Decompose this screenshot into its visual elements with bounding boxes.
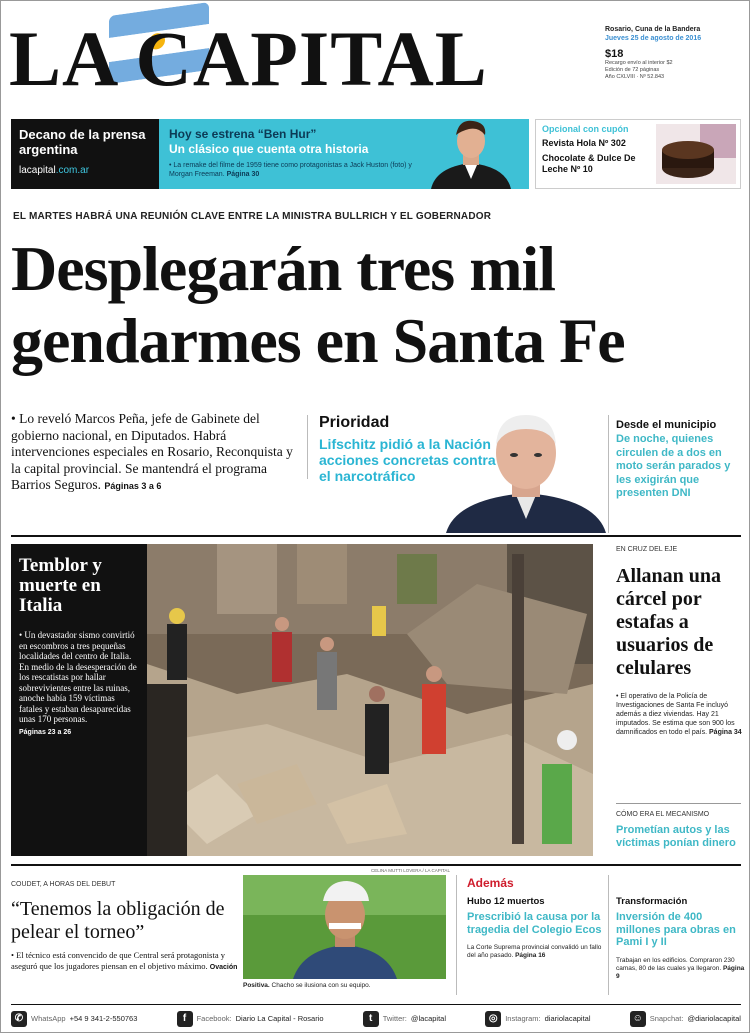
main-kicker: EL MARTES HABRÁ UNA REUNIÓN CLAVE ENTRE LA MINISTRA BULLRICH Y EL GOBERNADOR	[13, 211, 492, 222]
municipio-story[interactable]	[616, 419, 746, 501]
footer-snapchat[interactable]: ☺ Snapchat: @diariolacapital	[630, 1011, 741, 1027]
benhur-title: Hoy se estrena “Ben Hur”	[169, 127, 317, 141]
snapchat-icon: ☺	[630, 1011, 646, 1027]
prioridad-title: Lifschitz pidió a la Nación acciones concretas contra el narcotráfico	[319, 436, 496, 484]
transf-body: Trabajan en los edificios. Compraron 230 camas, 80 de las cuales ya llegaron. Página 9	[616, 956, 745, 980]
carcel-story[interactable]	[616, 546, 746, 737]
column-rule	[616, 803, 741, 804]
ademas-story[interactable]	[467, 876, 602, 960]
mecanismo-kicker: CÓMO ERA EL MECANISMO	[616, 811, 710, 818]
divider	[608, 875, 609, 995]
lead-summary: • Lo reveló Marcos Peña, jefe de Gabinete del gobierno nacional, en Diputados. Habrá intervenciones especiales en Rosario, Reconquista y la capital provincial. Se mantendrá el programa Barrios Seguros. Páginas 3 a 6	[11, 411, 293, 492]
quake-pages: Páginas 23 a 26	[19, 728, 72, 736]
actor-portrait-image	[421, 119, 521, 189]
year-number: Año CXLVIII · Nº 52.843	[605, 74, 665, 80]
quake-body: • Un devastador sismo convirtió en escombros a tres pequeñas localidades del centro de Italia. En medio de la desesperación de los rescatistas por hallar sobrevivientes entre las ruinas, anoche había 159 víctimas fatales y estaban desaparecidas unas 170 personas.	[19, 630, 137, 724]
transf-kicker: Transformación	[616, 896, 688, 907]
optional-item-hola: Revista Hola Nº 302	[542, 138, 626, 148]
section-rule	[11, 535, 741, 537]
coudet-kicker: COUDET, A HORAS DEL DEBUT	[11, 881, 116, 888]
price: $18	[605, 48, 624, 60]
twitter-icon: t	[363, 1011, 379, 1027]
newspaper-logo: LA CAPITAL	[9, 15, 488, 102]
carcel-kicker: EN CRUZ DEL EJE	[616, 546, 678, 553]
transformacion-story[interactable]	[616, 896, 746, 981]
facebook-icon: f	[177, 1011, 193, 1027]
ademas-title: Hubo 12 muertos	[467, 896, 545, 907]
masthead	[9, 9, 743, 109]
carcel-body: • El operativo de la Policía de Investigaciones de Santa Fe incluyó además a diez viviendas. Hay 21 imputados. Se estima que son 900 los damnificados en todo el país. Página 34	[616, 693, 742, 736]
cake-image	[656, 124, 736, 184]
site-url[interactable]: lacapital.com.ar	[19, 165, 90, 176]
masthead-meta	[605, 25, 745, 81]
decano-box	[11, 119, 159, 189]
earthquake-photo	[147, 544, 593, 856]
city-line: Rosario, Cuna de la Bandera	[605, 26, 701, 33]
coach-photo	[243, 875, 446, 979]
lead-pages: Páginas 3 a 6	[104, 481, 162, 491]
whatsapp-icon: ✆	[11, 1011, 27, 1027]
divider	[456, 875, 457, 995]
divider	[608, 415, 609, 533]
footer-twitter[interactable]: t Twitter: @lacapital	[363, 1011, 446, 1027]
decano-title: Decano de la prensa argentina	[19, 127, 146, 157]
governor-portrait-image	[446, 409, 606, 533]
coudet-quote: “Tenemos la obligación de pelear el torneo”	[11, 898, 225, 943]
ademas-head: Prescribió la causa por la tragedia del Colegio Ecos	[467, 911, 602, 936]
carcel-title: Allanan una cárcel por estafas a usuarios de celulares	[616, 565, 722, 679]
footer-instagram[interactable]: ◎ Instagram: diariolacapital	[485, 1011, 590, 1027]
divider	[307, 415, 308, 479]
prioridad-kicker: Prioridad	[319, 414, 390, 431]
edition: Edición de 72 páginas	[605, 67, 660, 73]
mecanismo-title: Prometían autos y las víctimas ponían dinero	[616, 824, 736, 849]
main-headline[interactable]	[11, 233, 741, 377]
optional-item-chocolate: Chocolate & Dulce De Leche Nº 10	[542, 153, 636, 174]
headline-line-1: Desplegarán tres mil	[11, 233, 556, 304]
photo-caption: Positiva. Chacho se ilusiona con su equipo.	[243, 982, 371, 989]
quake-story[interactable]	[11, 544, 147, 856]
benhur-subtitle: Un clásico que cuenta otra historia	[169, 142, 369, 156]
quake-title: Temblor y muerte en Italia	[19, 555, 102, 616]
recargo: Recargo envío al interior $2	[605, 60, 673, 66]
promo-band	[11, 119, 741, 189]
date-line: Jueves 25 de agosto de 2016	[605, 35, 702, 42]
footer-whatsapp[interactable]: ✆ WhatsApp +54 9 341-2-550763	[11, 1011, 137, 1027]
optional-coupon[interactable]	[535, 119, 741, 189]
ademas-body: La Corte Suprema provincial convalidó un fallo del año pasado. Página 16	[467, 944, 602, 959]
benhur-desc: • La remake del filme de 1959 tiene como protagonistas a Jack Huston (foto) y Morgan Freeman. Página 30	[169, 162, 412, 178]
section-rule	[11, 864, 741, 866]
municipio-kicker: Desde el municipio	[616, 419, 717, 431]
headline-line-2: gendarmes en Santa Fe	[11, 305, 625, 376]
coudet-story[interactable]	[11, 881, 239, 973]
benhur-promo[interactable]	[159, 119, 529, 189]
instagram-icon: ◎	[485, 1011, 501, 1027]
municipio-title: De noche, quienes circulen de a dos en moto serán parados y les exigirán que presenten DNI	[616, 433, 731, 499]
mecanismo-story[interactable]	[616, 811, 746, 850]
coudet-body: • El técnico está convencido de que Central será protagonista y aseguró que los jugadores piensan en el objetivo máximo. Ovación	[11, 950, 238, 971]
footer-facebook[interactable]: f Facebook: Diario La Capital - Rosario	[177, 1011, 324, 1027]
optional-title: Opcional con cupón	[542, 124, 629, 134]
ademas-kicker: Además	[467, 876, 514, 890]
social-footer	[11, 1004, 741, 1030]
photo-credit: CELINA MUTTI LOVERA / LA CAPITAL	[371, 868, 450, 873]
transf-head: Inversión de 400 millones para obras en Pami I y II	[616, 911, 736, 948]
